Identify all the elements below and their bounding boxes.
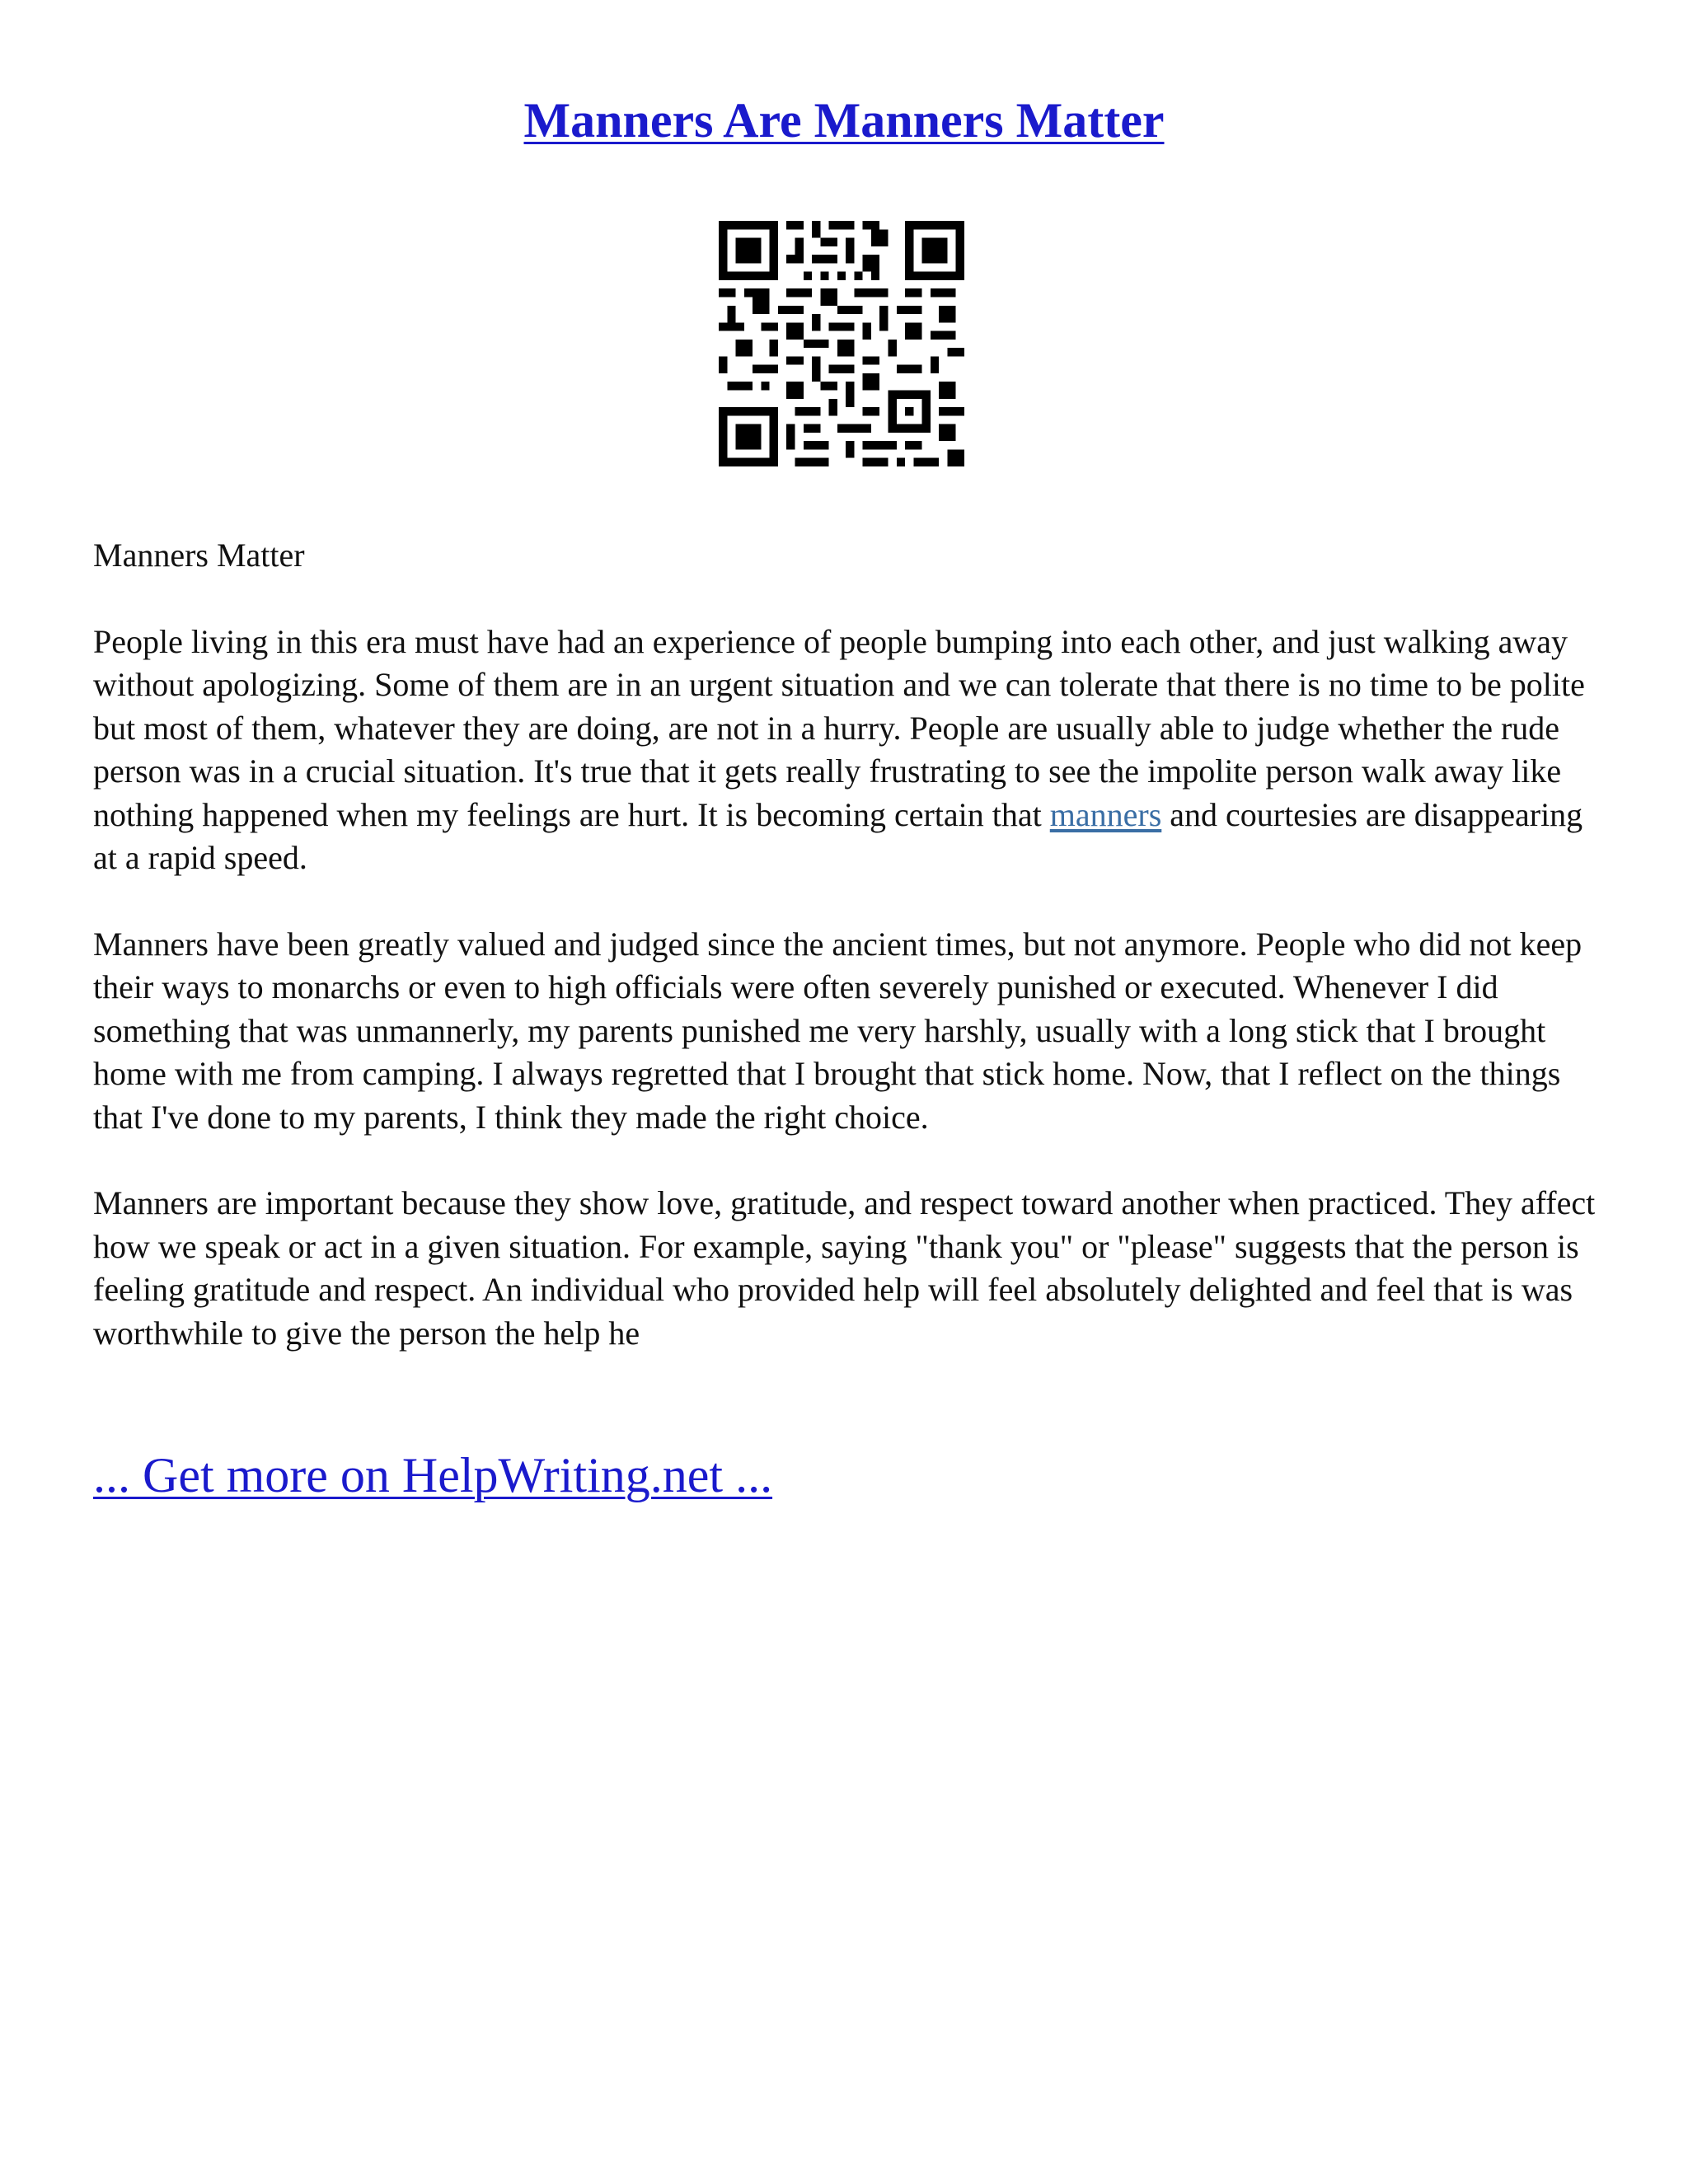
title-link[interactable]: Manners Are Manners Matter <box>523 93 1165 148</box>
paragraph-1-text-end: and courtesies are disappearing at a rapid speed. <box>93 795 1583 876</box>
get-more-link[interactable]: ... Get more on HelpWriting.net ... <box>93 1448 773 1502</box>
manners-link[interactable]: manners <box>1049 795 1162 833</box>
paragraph-1 <box>93 621 1610 880</box>
paragraph-1-text: People living in this era must have had an experience of people bumping into each other, and just walking away without apologizing. Some of them are in an urgent situation and we can tolerate that there is no time to be polite but most of them, whatever they are doing, are not in a hurry. People are usually able to judge whether the rude person was in a crucial situation. It's true that it gets really frustrating to see the impolite person walk away like nothing happened when my feelings are hurt. It is becoming certain that <box>93 622 1585 833</box>
paragraph-3: Manners are important because they show love, gratitude, and respect toward another when practiced. They affect how we speak or act in a given situation. For example, saying "thank you" or "please" suggests that the person is feeling gratitude and respect. An individual who provided help will feel absolutely delighted and feel that is was worthwhile to give the person the help he <box>93 1184 1596 1352</box>
article-body <box>93 534 1610 1398</box>
more-link-container <box>93 1444 772 1507</box>
article-subtitle: Manners Matter <box>93 537 305 574</box>
page-title <box>0 89 1688 152</box>
qr-code-icon <box>719 221 964 466</box>
paragraph-2: Manners have been greatly valued and judged since the ancient times, but not anymore. People who did not keep their ways to monarchs or even to high officials were often severely punished or executed. Whenever I did something that was unmannerly, my parents punished me very harshly, usually with a long stick that I brought home with me from camping. I always regretted that I brought that stick home. Now, that I reflect on the things that I've done to my parents, I think they made the right choice. <box>93 925 1582 1136</box>
